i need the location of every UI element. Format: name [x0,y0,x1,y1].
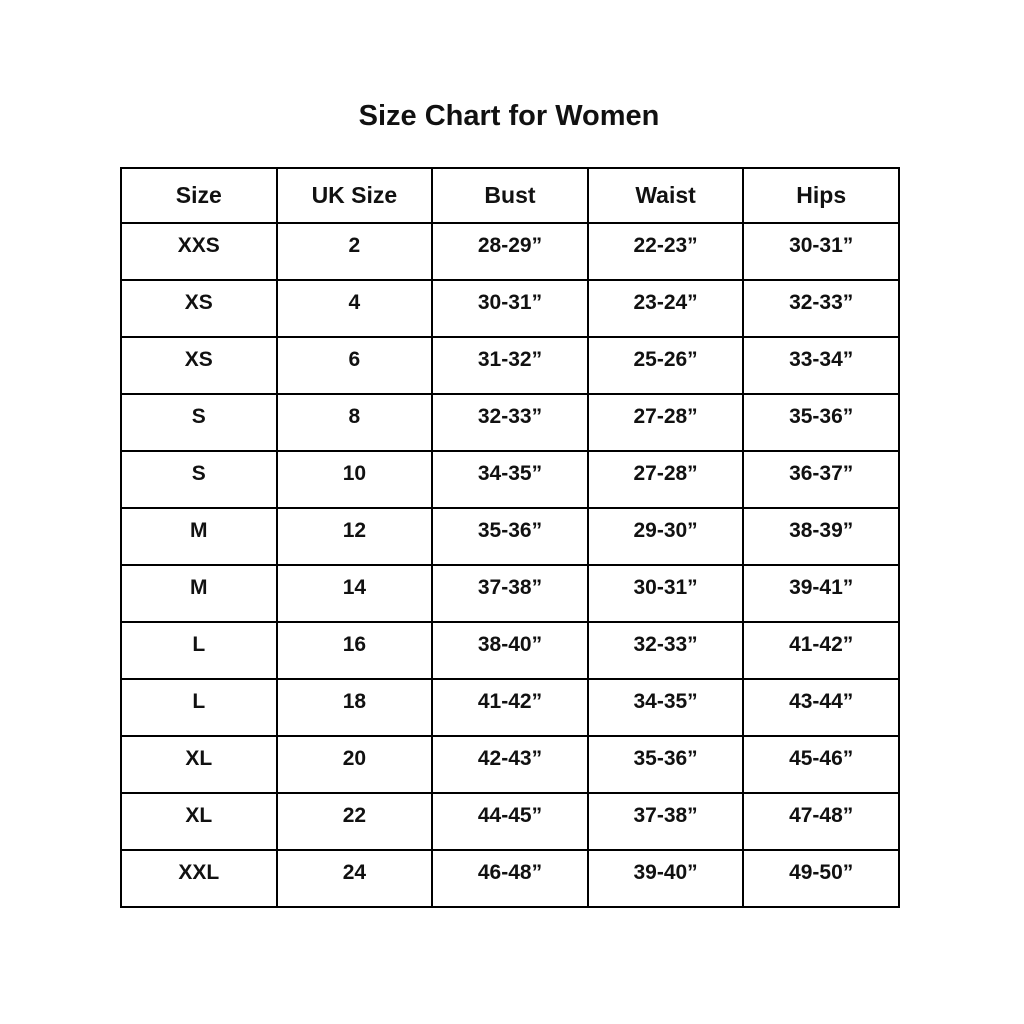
table-cell-waist: 39-40” [588,850,744,907]
table-cell-hips: 39-41” [743,565,899,622]
table-row [121,793,899,850]
table-cell-uk-size: 14 [277,565,433,622]
table-cell-waist: 37-38” [588,793,744,850]
table-cell-bust: 41-42” [432,679,588,736]
table-cell-bust: 34-35” [432,451,588,508]
table-cell-waist: 27-28” [588,451,744,508]
table-cell-uk-size: 24 [277,850,433,907]
table-cell-hips: 30-31” [743,223,899,280]
table-cell-size: XL [121,736,277,793]
table-cell-hips: 41-42” [743,622,899,679]
table-cell-size: L [121,679,277,736]
page-title: Size Chart for Women [358,100,660,132]
table-cell-waist: 25-26” [588,337,744,394]
column-header-hips: Hips [743,168,899,223]
table-cell-waist: 30-31” [588,565,744,622]
column-header-uk-size: UK Size [277,168,433,223]
table-row [121,223,899,280]
table-cell-bust: 35-36” [432,508,588,565]
table-cell-size: XL [121,793,277,850]
table-cell-bust: 46-48” [432,850,588,907]
table-cell-bust: 37-38” [432,565,588,622]
table-cell-waist: 34-35” [588,679,744,736]
table-row [121,394,899,451]
table-cell-uk-size: 20 [277,736,433,793]
table-row [121,451,899,508]
column-header-bust: Bust [432,168,588,223]
table-cell-waist: 22-23” [588,223,744,280]
table-cell-size: M [121,508,277,565]
table-cell-size: M [121,565,277,622]
table-cell-bust: 42-43” [432,736,588,793]
table-cell-size: L [121,622,277,679]
table-row [121,850,899,907]
table-cell-waist: 29-30” [588,508,744,565]
table-cell-hips: 45-46” [743,736,899,793]
table-cell-uk-size: 6 [277,337,433,394]
table-cell-uk-size: 2 [277,223,433,280]
table-cell-hips: 35-36” [743,394,899,451]
table-cell-uk-size: 12 [277,508,433,565]
table-cell-size: XXS [121,223,277,280]
table-cell-waist: 23-24” [588,280,744,337]
table-cell-bust: 31-32” [432,337,588,394]
table-row [121,736,899,793]
table-cell-uk-size: 16 [277,622,433,679]
table-cell-hips: 43-44” [743,679,899,736]
table-cell-hips: 38-39” [743,508,899,565]
table-cell-hips: 36-37” [743,451,899,508]
table-cell-bust: 28-29” [432,223,588,280]
table-cell-hips: 33-34” [743,337,899,394]
table-cell-bust: 32-33” [432,394,588,451]
table-cell-hips: 32-33” [743,280,899,337]
table-row [121,508,899,565]
table-cell-uk-size: 10 [277,451,433,508]
table-cell-size: S [121,451,277,508]
table-cell-bust: 30-31” [432,280,588,337]
table-cell-uk-size: 4 [277,280,433,337]
table-cell-size: XS [121,280,277,337]
table-cell-size: XXL [121,850,277,907]
table-row [121,337,899,394]
column-header-size: Size [121,168,277,223]
table-cell-uk-size: 8 [277,394,433,451]
table-cell-hips: 49-50” [743,850,899,907]
table-row [121,280,899,337]
table-cell-hips: 47-48” [743,793,899,850]
table-cell-uk-size: 22 [277,793,433,850]
size-chart-table [120,167,900,908]
table-row [121,622,899,679]
table-row [121,565,899,622]
table-cell-waist: 35-36” [588,736,744,793]
table-cell-waist: 27-28” [588,394,744,451]
table-cell-bust: 44-45” [432,793,588,850]
table-cell-bust: 38-40” [432,622,588,679]
table-cell-size: S [121,394,277,451]
table-row [121,679,899,736]
size-table-header-row [121,168,899,223]
size-table-head [121,168,899,223]
size-table-body [121,223,899,907]
column-header-waist: Waist [588,168,744,223]
table-cell-size: XS [121,337,277,394]
table-cell-waist: 32-33” [588,622,744,679]
table-cell-uk-size: 18 [277,679,433,736]
